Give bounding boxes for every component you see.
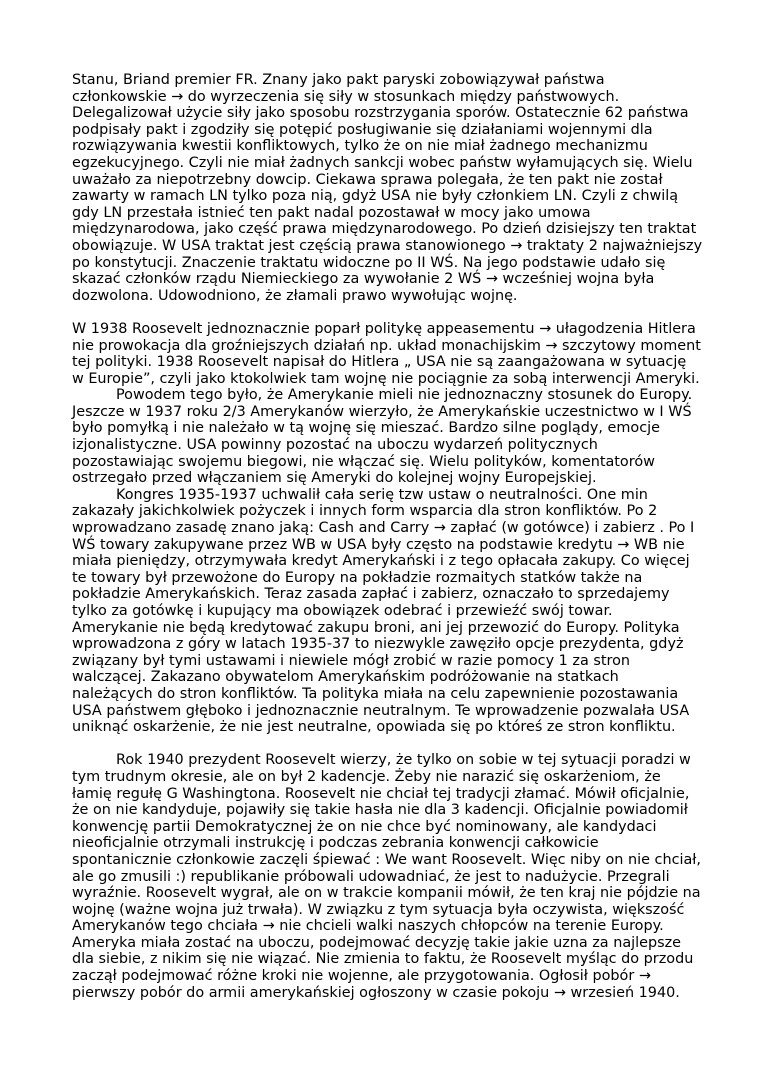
- text-line: w Europie”, czyli jako ktokolwiek tam wojnę nie pociągnie za sobą interwencji Ameryki.: [72, 370, 700, 387]
- text-line: Ameryka miała zostać na uboczu, podejmować decyzję takie jakie uzna za najlepsze: [72, 934, 682, 951]
- text-line: zakazały jakichkolwiek pożyczek i innych form wsparcia dla stron konfliktów. Po 2: [72, 503, 658, 520]
- text-line: nieoficjalnie otrzymali instrukcję i podczas zebrania konwencji całkowicie: [72, 835, 599, 852]
- text-line: walczącej. Zakazano obywatelom Amerykańskim podróżowanie na statkach: [72, 669, 619, 686]
- text-line: egzekucyjnego. Czyli nie miał żadnych sankcji wobec państw wyłamujących się. Wielu: [72, 154, 693, 171]
- text-line: po konstytucji. Znaczenie traktatu widoczne po II WŚ. Na jego podstawie udało się: [72, 254, 666, 271]
- text-line: łamię regułę G Washingtona. Roosevelt nie chciał tej tradycji złamać. Mówił oficjalnie,: [72, 785, 690, 802]
- paragraph-spacer: [72, 736, 692, 753]
- text-line: tylko za gotówkę i kupujący ma obowiązek odebrać i przewieźć swój towar.: [72, 603, 613, 619]
- text-line: Delegalizował użycie siły jako sposobu rozstrzygania sporów. Ostatecznie 62 państwa: [72, 105, 689, 122]
- text-line: miała pieniędzy, otrzymywała kredyt Amerykański i z tego opłacała zakupy. Co więcej: [72, 553, 690, 570]
- text-line: międzynarodowa, jako część prawa międzynarodowego. Po dzień dzisiejszy ten traktat: [72, 221, 697, 238]
- text-line: wojnę (ważne wojna już trwała). W związku z tym sytuacja była oczywista, większość: [72, 901, 685, 918]
- paragraph: [72, 752, 701, 1001]
- text-line: uniknąć oskarżenie, że nie jest neutralne, opowiada się po któreś ze stron konfliktu.: [72, 719, 676, 736]
- text-line: uważało za niepotrzebny dowcip. Ciekawa sprawa polegała, że ten pakt nie został: [72, 171, 663, 188]
- text-line: zaczął podejmować różne kroki nie wojenne, ale przygotowania. Ogłosił pobór →: [72, 968, 651, 985]
- text-line: pozostawiając swojemu biegowi, nie włączać się. Wielu polityków, komentatorów: [72, 453, 655, 470]
- text-line: ale go zmusili :) republikanie próbowali udowadniać, że jest to nadużycie. Przegrali: [72, 868, 670, 885]
- text-line: pierwszy pobór do armii amerykańskiej ogłoszony w czasie pokoju → wrzesień 1940.: [72, 984, 680, 1001]
- text-line: należących do stron konfliktów. Ta polityka miała na celu zapewnienie pozostawania: [72, 685, 679, 702]
- text-line: USA państwem głęboko i jednoznacznie neutralnym. Te wprowadzenie pozwalała USA: [72, 702, 690, 719]
- paragraph: [72, 320, 701, 387]
- text-line: ostrzegało przed włączaniem się Ameryki do kolejnej wojny Europejskiej.: [72, 470, 597, 487]
- text-line: podpisały pakt i zgodziły się potępić posługiwanie się działaniami wojennymi dla: [72, 121, 653, 138]
- text-line: WŚ towary zakupywane przez WB w USA były często na podstawie kredytu → WB nie: [72, 536, 685, 553]
- text-line: dla siebie, z nikim się nie wiązać. Nie zmienia to faktu, że Roosevelt myśląc do przodu: [72, 951, 694, 968]
- text-line: było pomyłką i nie należało w tą wojnę się mieszać. Bardzo silne poglądy, emocje: [72, 420, 660, 437]
- text-line: Amerykanów tego chciała → nie chcieli walki naszych chłopców na terenie Europy.: [72, 918, 664, 935]
- text-line: pokładzie Amerykańskich. Teraz zasada zapłać i zabierz, oznaczało to sprzedajemy: [72, 586, 670, 603]
- text-line: wprowadzano zasadę znano jaką: Cash and Carry → zapłać (w gotówce) i zabierz . Po I: [72, 520, 695, 537]
- text-line: W 1938 Roosevelt jednoznacznie poparł politykę appeasementu → ułagodzenia Hitlera: [72, 320, 696, 337]
- text-line: Kongres 1935-1937 uchwalił cała serię tzw ustaw o neutralności. One min: [116, 486, 648, 503]
- text-line: wyraźnie. Roosevelt wygrał, ale on w trakcie kompanii mówił, że ten kraj nie pójdzie na: [72, 885, 701, 902]
- text-line: dozwolona. Udowodniono, że złamali prawo wywołując wojnę.: [72, 287, 518, 304]
- text-line: Amerykanie nie będą kredytować zakupu broni, ani jej przewozić do Europy. Polityka: [72, 619, 680, 636]
- paragraph: [72, 387, 692, 487]
- text-line: Powodem tego było, że Amerykanie mieli nie jednoznaczny stosunek do Europy.: [116, 387, 693, 404]
- text-line: wprowadzona z góry w latach 1935-37 to niezwykle zawęziło opcje prezydenta, gdyż: [72, 636, 684, 653]
- text-line: związany był tymi ustawami i niewiele mógł zrobić w razie pomocy 1 za stron: [72, 652, 631, 669]
- text-line: że on nie kandyduje, pojawiły się takie hasła nie dla 3 kadencji. Oficjalnie powiadomił: [72, 802, 688, 819]
- text-line: nie prowokacja dla groźniejszych działań np. układ monachijskim → szczytowy moment: [72, 337, 701, 354]
- text-line: Jeszcze w 1937 roku 2/3 Amerykanów wierzyło, że Amerykańskie uczestnictwo w I WŚ: [72, 403, 692, 420]
- text-line: skazać członków rządu Niemieckiego za wywołanie 2 WŚ → wcześniej wojna była: [72, 271, 655, 288]
- text-line: izjonalistyczne. USA powinny pozostać na uboczu wydarzeń politycznych: [72, 437, 598, 454]
- paragraph-spacer: [72, 304, 692, 321]
- text-line: konwencję partii Demokratycznej że on nie chce być nominowany, ale kandydaci: [72, 818, 657, 835]
- text-line: spontanicznie członkowie zaczęli śpiewać : We want Roosevelt. Więc niby on nie chciał,: [72, 851, 701, 868]
- text-line: te towary był przewożone do Europy na pokładzie rozmaitych statków także na: [72, 569, 643, 586]
- text-line: rozwiązywania kwestii konfliktowych, tylko że on nie miał żadnego mechanizmu: [72, 138, 648, 155]
- text-line: członkowskie → do wyrzeczenia się siły w stosunkach między państwowych.: [72, 88, 620, 105]
- paragraph: [72, 72, 703, 304]
- paragraph: [72, 486, 695, 736]
- text-line: obowiązuje. W USA traktat jest częścią prawa stanowionego → traktaty 2 najważniejszy: [72, 237, 703, 254]
- document-page: [72, 72, 703, 1001]
- text-line: zawarty w ramach LN tylko poza nią, gdyż USA nie były członkiem LN. Czyli z chwilą: [72, 188, 679, 205]
- text-line: tej polityki. 1938 Roosevelt napisał do Hitlera „ USA nie są zaangażowana w sytuację: [72, 354, 687, 371]
- text-line: Rok 1940 prezydent Roosevelt wierzy, że tylko on sobie w tej sytuacji poradzi w: [116, 752, 691, 769]
- text-line: gdy LN przestała istnieć ten pakt nadal pozostawał w mocy jako umowa: [72, 204, 591, 221]
- text-line: Stanu, Briand premier FR. Znany jako pakt paryski zobowiązywał państwa: [72, 72, 605, 88]
- text-line: tym trudnym okresie, ale on był 2 kadencje. Żeby nie narazić się oskarżeniom, że: [72, 768, 661, 785]
